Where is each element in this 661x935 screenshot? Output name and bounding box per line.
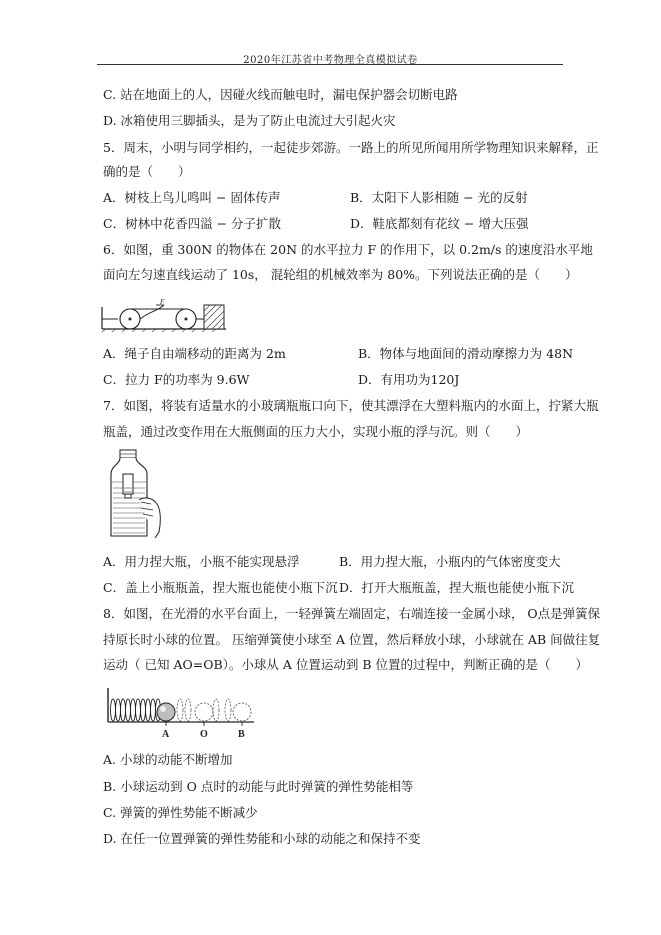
- q6-option-c: C．拉力 F的功率为 9.6W: [103, 372, 250, 387]
- q6-stem-line2: 面向左匀速直线运动了 10s， 混轮组的机械效率为 80%。下列说法正确的是（ ）: [103, 267, 578, 282]
- q4-option-d: D. 冰箱使用三脚插头，是为了防止电流过大引起火灾: [103, 113, 396, 128]
- q6-option-d: D．有用功为120J: [358, 372, 460, 387]
- q8-stem-line2: 持原长时小球的位置。 压缩弹簧使小球至 A 位置，然后释放小球，小球就在 AB 间做往复: [103, 632, 601, 647]
- spring-label-a: A: [162, 729, 170, 740]
- spring-label-b: B: [238, 729, 245, 740]
- q5-stem-line2: 确的是（ ）: [103, 164, 191, 179]
- q6-option-b: B．物体与地面间的滑动摩擦力为 48N: [358, 346, 574, 361]
- q7-option-a: A．用力捏大瓶，小瓶不能实现悬浮: [103, 554, 300, 569]
- q7-stem-line2: 瓶盖，通过改变作用在大瓶侧面的压力大小，实现小瓶的浮与沉。则（ ）: [103, 424, 529, 439]
- q8-stem-line3: 运动（ 已知 AO=OB）。小球从 A 位置运动到 B 位置的过程中，判断正确的是（ ）: [103, 657, 588, 672]
- q8-stem-line1: 8．如图，在光滑的水平台面上，一轻弹簧左端固定，右端连接一金属小球， O点是弹簧保: [103, 606, 601, 621]
- q8-option-c: C. 弹簧的弹性势能不断减少: [103, 805, 258, 820]
- q8-option-b: B. 小球运动到 O 点时的动能与此时弹簧的弹性势能相等: [103, 779, 414, 794]
- q7-option-b: B．用力捏大瓶，小瓶内的气体密度变大: [339, 554, 561, 569]
- header-rule: [97, 64, 563, 65]
- q5-option-d: D．鞋底都刻有花纹 − 增大压强: [350, 216, 529, 231]
- q7-option-d: D．打开大瓶瓶盖，捏大瓶也能使小瓶下沉: [339, 580, 575, 595]
- q7-option-c: C．盖上小瓶瓶盖，捏大瓶也能使小瓶下沉: [103, 580, 338, 595]
- q6-option-a: A．绳子自由端移动的距离为 2m: [103, 346, 286, 361]
- q5-stem-line1: 5．周末，小明与同学相约，一起徒步郊游。一路上的所见所闻用所学物理知识来解释，正: [103, 140, 599, 155]
- spring-figure: [104, 684, 256, 740]
- q5-option-c: C．树林中花香四溢 − 分子扩散: [103, 216, 281, 231]
- q5-option-a: A．树枝上鸟儿鸣叫 − 固体传声: [103, 190, 281, 205]
- bottle-figure: [103, 448, 165, 540]
- q6-stem-line1: 6．如图，重 300N 的物体在 20N 的水平拉力 F 的作用下，以 0.2m/s 的速度沿水平地: [103, 242, 593, 257]
- spring-label-o: O: [200, 729, 208, 740]
- pulley-figure: [100, 297, 230, 337]
- q8-option-d: D. 在任一位置弹簧的弹性势能和小球的动能之和保持不变: [103, 831, 421, 846]
- q8-option-a: A. 小球的动能不断增加: [103, 752, 233, 767]
- q4-option-c: C. 站在地面上的人，因碰火线而触电时，漏电保护器会切断电路: [103, 87, 458, 102]
- q7-stem-line1: 7．如图，将装有适量水的小玻璃瓶瓶口向下，使其漂浮在大塑料瓶内的水面上，拧紧大瓶: [103, 398, 599, 413]
- pulley-force-label: F: [160, 298, 165, 306]
- q5-option-b: B．太阳下人影相随 − 光的反射: [350, 190, 528, 205]
- page-header: 2020年江苏省中考物理全真模拟试卷: [243, 55, 418, 66]
